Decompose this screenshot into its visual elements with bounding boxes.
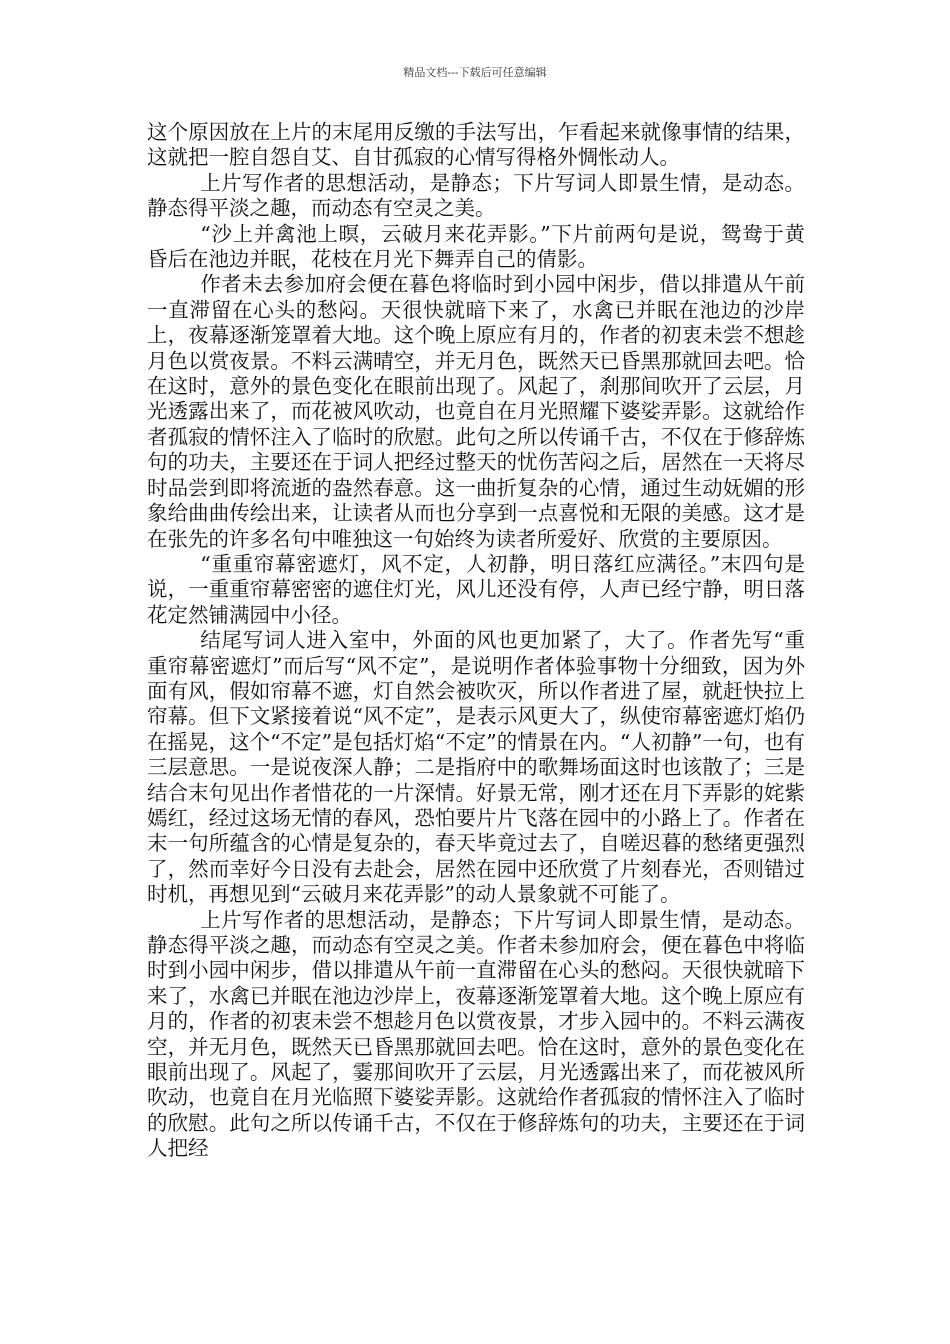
paragraph-5: “重重帘幕密遮灯，风不定，人初静，明日落红应满径。”末四句是说，一重重帘幕密密的遮住灯光，风儿还没有停，人声已经宁静，明日落花定然铺满园中小径。: [147, 551, 805, 627]
paragraph-7: 上片写作者的思想活动，是静态；下片写词人即景生情，是动态。静态得平淡之趣，而动态有空灵之美。作者未参加府会，便在暮色中将临时到小园中闲步，借以排遣从午前一直滞留在心头的愁闷。天很快就暗下来了，水禽已并眠在池边沙岸上，夜幕逐渐笼罩着大地。这个晚上原应有月的，作者的初衷未尝不想趁月色以赏夜景，才步入园中的。不料云满夜空，并无月色，既然天已昏黑那就回去吧。恰在这时，意外的景色变化在眼前出现了。风起了，霎那间吹开了云层，月光透露出来了，而花被风所吹动，也竟自在月光临照下婆娑弄影。这就给作者孤寂的情怀注入了临时的欣慰。此句之所以传诵千古，不仅在于修辞炼句的功夫，主要还在于词人把经: [147, 907, 805, 1161]
paragraph-2: 上片写作者的思想活动，是静态；下片写词人即景生情，是动态。静态得平淡之趣，而动态有空灵之美。: [147, 170, 805, 221]
page-header: 精品文档---下载后可任意编辑: [403, 66, 547, 79]
paragraph-4: 作者未去参加府会便在暮色将临时到小园中闲步，借以排遣从午前一直滞留在心头的愁闷。天很快就暗下来了，水禽已并眠在池边的沙岸上，夜幕逐渐笼罩着大地。这个晚上原应有月的，作者的初衷未尝不想趁月色以赏夜景。不料云满晴空，并无月色，既然天已昏黑那就回去吧。恰在这时，意外的景色变化在眼前出现了。风起了，刹那间吹开了云层，月光透露出来了，而花被风吹动，也竟自在月光照耀下婆娑弄影。这就给作者孤寂的情怀注入了临时的欣慰。此句之所以传诵千古，不仅在于修辞炼句的功夫，主要还在于词人把经过整天的忧伤苦闷之后，居然在一天将尽时品尝到即将流逝的盎然春意。这一曲折复杂的心情，通过生动妩媚的形象给曲曲传绘出来，让读者从而也分享到一点喜悦和无限的美感。这才是在张先的许多名句中唯独这一句始终为读者所爱好、欣赏的主要原因。: [147, 272, 805, 551]
paragraph-6: 结尾写词人进入室中，外面的风也更加紧了，大了。作者先写“重重帘幕密遮灯”而后写“风不定”，是说明作者体验事物十分细致，因为外面有风，假如帘幕不遮，灯自然会被吹灭，所以作者进了屋，就赶快拉上帘幕。但下文紧接着说“风不定”，是表示风更大了，纵使帘幕密遮灯焰仍在摇晃，这个“不定”是包括灯焰“不定”的情景在内。“人初静”一句，也有三层意思。一是说夜深人静；二是指府中的歌舞场面这时也该散了；三是结合末句见出作者惜花的一片深情。好景无常，刚才还在月下弄影的姹紫嫣红，经过这场无情的春风，恐怕要片片飞落在园中的小路上了。作者在末一句所蕴含的心情是复杂的，春天毕竟过去了，自嗟迟暮的愁绪更强烈了，然而幸好今日没有去赴会，居然在园中还欣赏了片刻春光，否则错过时机，再想见到“云破月来花弄影”的动人景象就不可能了。: [147, 628, 805, 907]
document-body: [147, 120, 805, 1162]
paragraph-3: “沙上并禽池上暝，云破月来花弄影。”下片前两句是说，鸳鸯于黄昏后在池边并眠，花枝在月光下舞弄自己的倩影。: [147, 221, 805, 272]
paragraph-1: 这个原因放在上片的末尾用反缴的手法写出，乍看起来就像事情的结果，这就把一腔自怨自艾、自甘孤寂的心情写得格外惆怅动人。: [147, 120, 805, 170]
